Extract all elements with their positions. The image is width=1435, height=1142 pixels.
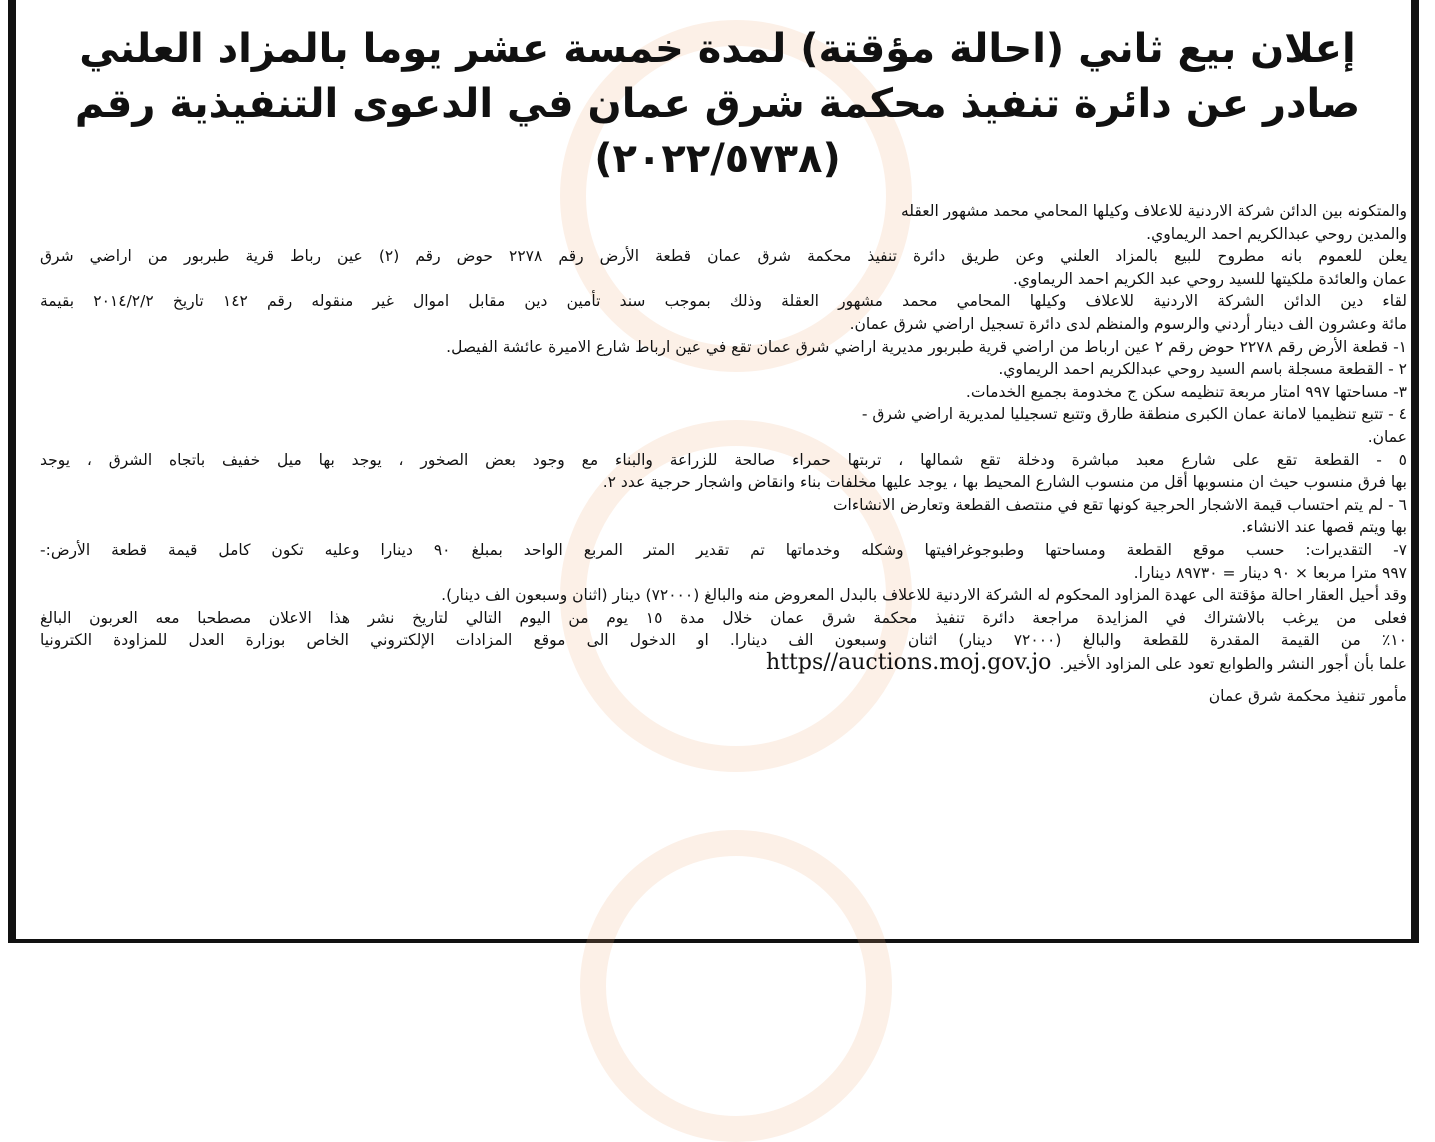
body-line: ٧- التقديرات: حسب موقع القطعة ومساحتها وطبوجوغرافيتها وشكله وخدماتها تم تقدير المتر المربع الواحد بمبلغ ٩٠ دينارا وعليه تكون كامل قيمة قطعة الأرض:- (40, 540, 1407, 559)
body-line: ١٠٪ من القيمة المقدرة للقطعة والبالغ (٧٢٠٠٠ دينار) اثنان وسبعون الف دينارا. او الدخول الى موقع المزادات الإلكتروني الخاص بوزارة العدل للمزاودة الكترونيا (40, 631, 1407, 650)
body-line: ١- قطعة الأرض رقم ٢٢٧٨ حوض رقم ٢ عين ارباط من اراضي قرية طبربور مديرية اراضي شرق عمان تقع في عين ارباط شارع الاميرة عائشة الفيصل. (446, 337, 1407, 356)
body-line: بها ويتم قصها عند الانشاء. (1241, 518, 1407, 537)
closing-line (40, 649, 1407, 676)
body-line: لقاء دين الدائن الشركة الاردنية للاعلاف وكيلها المحامي محمد مشهور العقلة وذلك بموجب سند تأمين دين مقابل اموال غير منقوله رقم ١٤٢ تاريخ ٢٠١٤/٢/٢ بقيمة (40, 292, 1408, 311)
body-line: ٦ - لم يتم احتساب قيمة الاشجار الحرجية كونها تقع في منتصف القطعة وتعارض الانشاءات (832, 495, 1407, 514)
body-line: ٤ - تتبع تنظيميا لامانة عمان الكبرى منطقة طارق وتتبع تسجيليا لمديرية اراضي شرق - (861, 405, 1407, 424)
body-line: يعلن للعموم بانه مطروح للبيع بالمزاد العلني وعن طريق دائرة تنفيذ محكمة شرق عمان قطعة الأرض رقم ٢٢٧٨ حوض رقم (٢) عين رباط قرية طبربور من اراضي شرق (40, 247, 1408, 266)
body-line: ٩٩٧ مترا مربعا × ٩٠ دينار = ٨٩٧٣٠ دينارا. (1133, 563, 1407, 582)
announcement-title (40, 22, 1395, 187)
auctions-url-link[interactable]: https//auctions.moj.gov.jo (766, 649, 1052, 675)
body-line: مائة وعشرون الف دينار أردني والرسوم والمنظم لدى دائرة تسجيل اراضي شرق عمان. (849, 314, 1407, 333)
closing-text: علما بأن أجور النشر والطوابع تعود على المزاود الأخير. (1059, 654, 1407, 673)
body-line: والمتكونه بين الدائن شركة الاردنية للاعلاف وكيلها المحامي محمد مشهور العقله (900, 202, 1407, 220)
signature: مأمور تنفيذ محكمة شرق عمان (1208, 687, 1407, 706)
body-line: عمان. (1367, 427, 1407, 446)
body-line: وقد أحيل العقار احالة مؤقتة الى عهدة المزاود المحكوم له الشركة الاردنية للاعلاف بالبدل المعروض منه والبالغ (٧٢٠٠٠) دينار (اثنان وسبعون الف دينار). (441, 586, 1407, 605)
body-line: ٢ - القطعة مسجلة باسم السيد روحي عبدالكريم احمد الريماوي. (998, 360, 1407, 379)
body-line: عمان والعائدة ملكيتها للسيد روحي عبد الكريم احمد الريماوي. (1012, 269, 1407, 288)
announcement-body (40, 200, 1407, 708)
watermark-clock (580, 830, 892, 1142)
body-line: والمدين روحي عبدالكريم احمد الريماوي. (1146, 224, 1407, 243)
title-line-1: إعلان بيع ثاني (احالة مؤقتة) لمدة خمسة عشر يوما بالمزاد العلني (79, 26, 1356, 72)
case-number: (٢٠٢٢/٥٧٣٨) (594, 136, 841, 182)
body-line: ٣- مساحتها ٩٩٧ امتار مربعة تنظيمه سكن ج مخدومة بجميع الخدمات. (965, 382, 1407, 401)
title-line-2: صادر عن دائرة تنفيذ محكمة شرق عمان في الدعوى التنفيذية رقم (74, 81, 1361, 127)
body-line: بها فرق منسوب حيث ان منسوبها أقل من منسوب الشارع المحيط بها ، يوجد عليها مخلفات بناء وانقاض واشجار حرجية عدد ٢. (602, 473, 1407, 492)
body-line: فعلى من يرغب بالاشتراك في المزايدة مراجعة دائرة تنفيذ محكمة شرق عمان خلال مدة ١٥ يوم من اليوم التالي لتاريخ نشر هذا الاعلان مصطحبا معه العربون البالغ (40, 608, 1407, 627)
body-line: ٥ - القطعة تقع على شارع معبد مباشرة ودخلة تقع شمالها ، تربتها حمراء صالحة للزراعة والبناء مع وجود بعض الصخور ، يوجد بها ميل خفيف باتجاه الشرق ، يوجد (40, 450, 1407, 469)
